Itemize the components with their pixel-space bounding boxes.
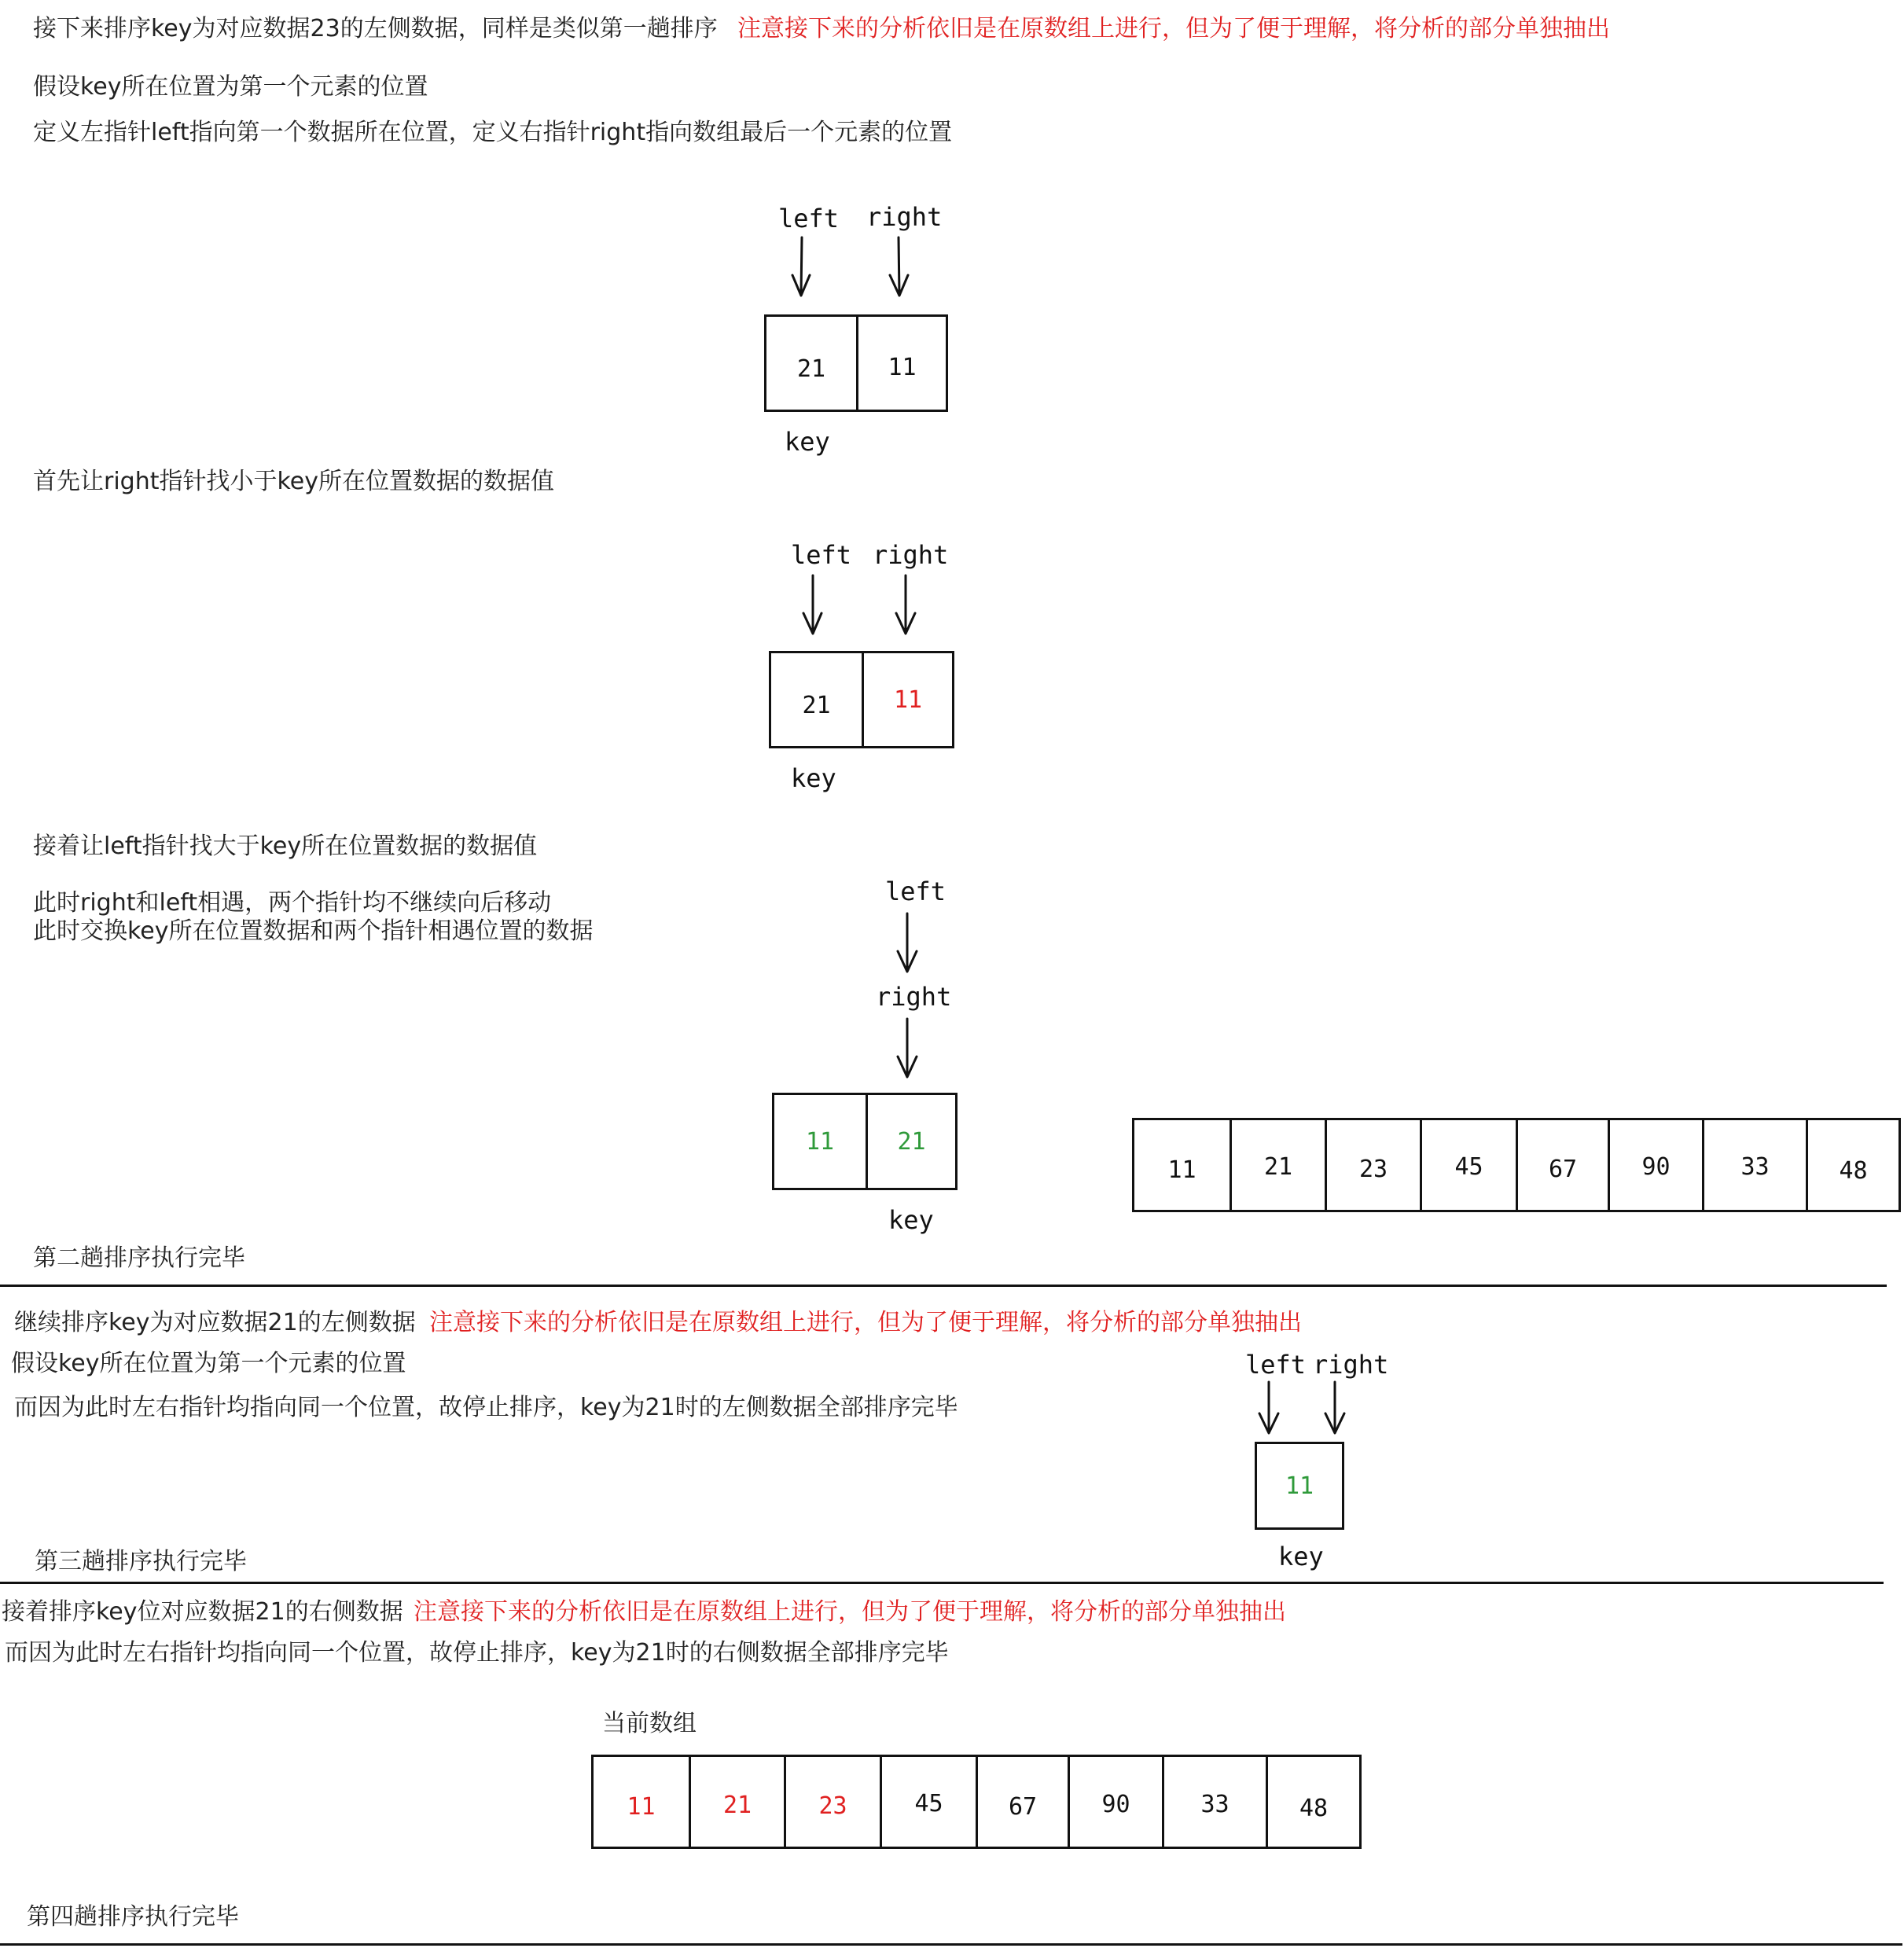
array-cell: 48 <box>1266 1757 1359 1847</box>
section2-cell: 11 <box>1285 1472 1314 1500</box>
array-cell: 33 <box>1162 1757 1266 1847</box>
divider-line <box>0 1285 1887 1287</box>
diagram2-cell-1: 21 <box>802 691 831 719</box>
right-pointer-label: right <box>1313 1350 1389 1380</box>
left-arrow-icon <box>797 574 829 637</box>
left-pointer-label: left <box>791 540 852 570</box>
array-cell: 23 <box>1325 1120 1420 1210</box>
array-cell: 90 <box>1068 1757 1162 1847</box>
array-cell: 21 <box>689 1757 784 1847</box>
left-arrow-icon <box>786 236 818 299</box>
pass3-done-text: 第三趟排序执行完毕 <box>35 1548 247 1575</box>
diagram2-array <box>769 651 954 748</box>
section2-assume-text: 假设key所在位置为第一个元素的位置 <box>11 1350 406 1377</box>
section1-define-text: 定义左指针left指向第一个数据所在位置，定义右指针right指向数组最后一个元素的位置 <box>33 119 953 146</box>
divider-line <box>0 1943 1902 1946</box>
array-cell: 48 <box>1806 1120 1898 1210</box>
step3-meet-text: 此时right和left相遇，两个指针均不继续向后移动 <box>33 889 552 917</box>
pass4-done-text: 第四趟排序执行完毕 <box>27 1903 239 1931</box>
array-cell: 45 <box>880 1757 976 1847</box>
key-label: key <box>785 427 830 457</box>
step3-swap-text: 此时交换key所在位置数据和两个指针相遇位置的数据 <box>33 917 594 945</box>
right-pointer-label: right <box>876 982 952 1012</box>
section3-title: 接着排序key位对应数据21的右侧数据 <box>2 1598 403 1626</box>
array-after-pass2 <box>1132 1118 1901 1212</box>
right-arrow-icon <box>1319 1380 1351 1435</box>
left-pointer-label: left <box>778 204 840 233</box>
key-label: key <box>791 763 836 793</box>
left-pointer-label: left <box>1245 1350 1307 1380</box>
right-arrow-icon <box>890 574 921 637</box>
section3-note: 注意接下来的分析依旧是在原数组上进行，但为了便于理解，将分析的部分单独抽出 <box>414 1598 1286 1626</box>
array-cell: 67 <box>1516 1120 1608 1210</box>
array-cell: 21 <box>1230 1120 1325 1210</box>
section2-array <box>1255 1442 1344 1530</box>
diagram3-array <box>772 1093 958 1190</box>
section1-title: 接下来排序key为对应数据23的左侧数据，同样是类似第一趟排序 <box>33 15 718 42</box>
left-pointer-label: left <box>885 877 946 906</box>
section1-note: 注意接下来的分析依旧是在原数组上进行，但为了便于理解，将分析的部分单独抽出 <box>737 15 1610 42</box>
diagram1-cell-2: 11 <box>856 317 946 410</box>
right-pointer-label: right <box>873 540 949 570</box>
array-cell: 90 <box>1608 1120 1702 1210</box>
array-cell: 11 <box>627 1792 656 1821</box>
array-cell: 33 <box>1702 1120 1806 1210</box>
diagram1-cell-1: 21 <box>796 355 826 383</box>
array-cell: 11 <box>1167 1156 1196 1184</box>
key-label: key <box>888 1205 934 1235</box>
step1-text: 首先让right指针找小于key所在位置数据的数据值 <box>33 468 555 495</box>
array-cell: 23 <box>784 1757 880 1847</box>
divider-line <box>0 1582 1884 1584</box>
right-pointer-label: right <box>866 202 943 232</box>
array-cell: 67 <box>976 1757 1068 1847</box>
key-label: key <box>1278 1542 1324 1571</box>
diagram1-array <box>764 314 948 412</box>
diagram3-cell-1: 11 <box>805 1127 835 1156</box>
section2-stop-text: 而因为此时左右指针均指向同一个位置，故停止排序，key为21时的左侧数据全部排序完毕 <box>14 1394 958 1421</box>
left-arrow-icon <box>1253 1380 1285 1435</box>
step2-text: 接着让left指针找大于key所在位置数据的数据值 <box>33 832 538 860</box>
current-array-label: 当前数组 <box>602 1710 697 1737</box>
diagram2-cell-2: 11 <box>862 653 952 746</box>
right-arrow-icon <box>891 1017 923 1080</box>
current-array <box>591 1755 1362 1849</box>
array-cell: 45 <box>1420 1120 1516 1210</box>
left-arrow-icon <box>891 912 923 975</box>
section1-assume-text: 假设key所在位置为第一个元素的位置 <box>33 73 428 101</box>
right-arrow-icon <box>884 236 915 299</box>
diagram3-cell-2: 21 <box>866 1095 955 1188</box>
pass2-done-text: 第二趟排序执行完毕 <box>33 1244 245 1272</box>
section2-note: 注意接下来的分析依旧是在原数组上进行，但为了便于理解，将分析的部分单独抽出 <box>429 1309 1302 1336</box>
section2-title: 继续排序key为对应数据21的左侧数据 <box>14 1309 416 1336</box>
section3-stop-text: 而因为此时左右指针均指向同一个位置，故停止排序，key为21时的右侧数据全部排序完毕 <box>5 1639 949 1667</box>
